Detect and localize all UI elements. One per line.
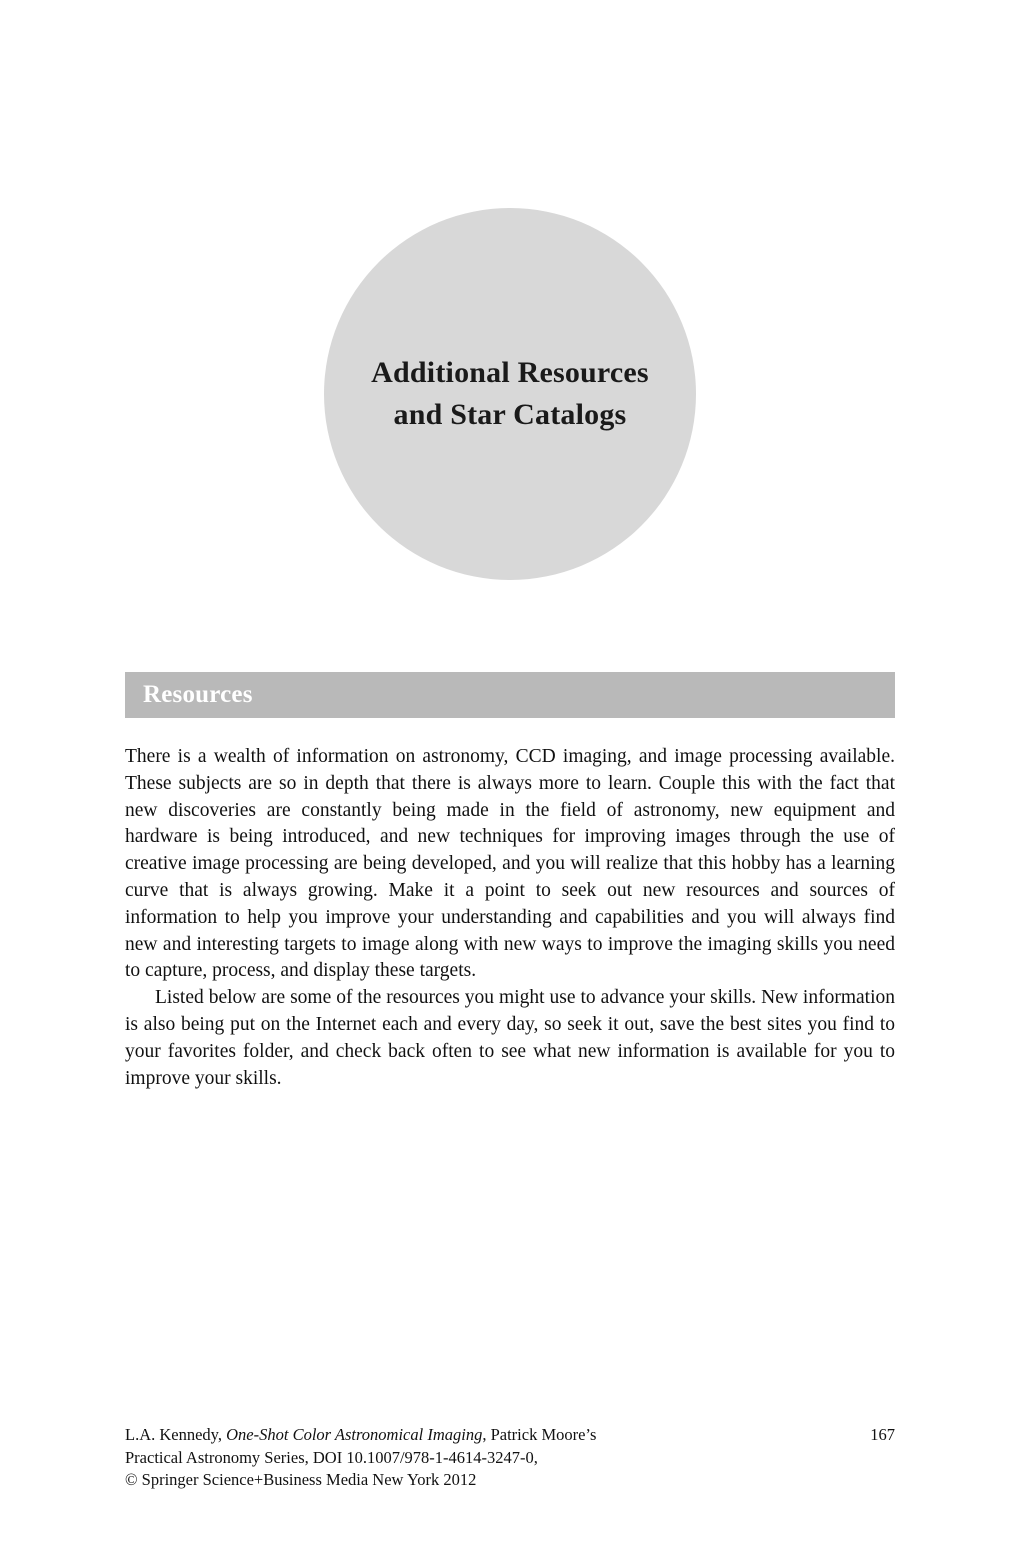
footer-citation-line2: Practical Astronomy Series, DOI 10.1007/978-1-4614-3247-0, xyxy=(125,1447,538,1467)
section-heading: Resources xyxy=(143,681,253,708)
chapter-title xyxy=(371,352,649,436)
chapter-title-line2: and Star Catalogs xyxy=(393,398,627,431)
body-paragraph-1: There is a wealth of information on astronomy, CCD imaging, and image processing available. These subjects are so in depth that there is always more to learn. Couple this with the fact that new discoveries are constantly being made in the field of astronomy, new equipment and hardware is being introduced, and new techniques for improving images through the use of creative image processing are being developed, and you will realize that this hobby has a learning curve that is always growing. Make it a point to seek out new resources and sources of information to help you improve your understanding and capabilities and you will always find new and interesting targets to image along with new ways to improve the imaging skills you need to capture, process, and display these targets. xyxy=(125,746,895,982)
body-paragraph-2: Listed below are some of the resources you might use to advance your skills. New information is also being put on the Internet each and every day, so seek it out, save the best sites you find to your favorites folder, and check back often to see what new information is available for you to improve your skills. xyxy=(125,987,895,1089)
footer-series-prefix: , Patrick Moore’s xyxy=(482,1425,597,1444)
footer-copyright: © Springer Science+Business Media New York 2012 xyxy=(125,1470,477,1489)
footer-citation-line1 xyxy=(125,1424,895,1447)
chapter-title-circle xyxy=(324,208,696,580)
footer-author: L.A. Kennedy, xyxy=(125,1425,227,1444)
page-footer xyxy=(125,1424,895,1492)
footer-book-title: One-Shot Color Astronomical Imaging xyxy=(226,1425,483,1444)
section-heading-banner xyxy=(125,672,895,718)
page-number: 167 xyxy=(870,1425,895,1444)
body-text xyxy=(125,744,895,1092)
chapter-title-line1: Additional Resources xyxy=(371,356,649,389)
